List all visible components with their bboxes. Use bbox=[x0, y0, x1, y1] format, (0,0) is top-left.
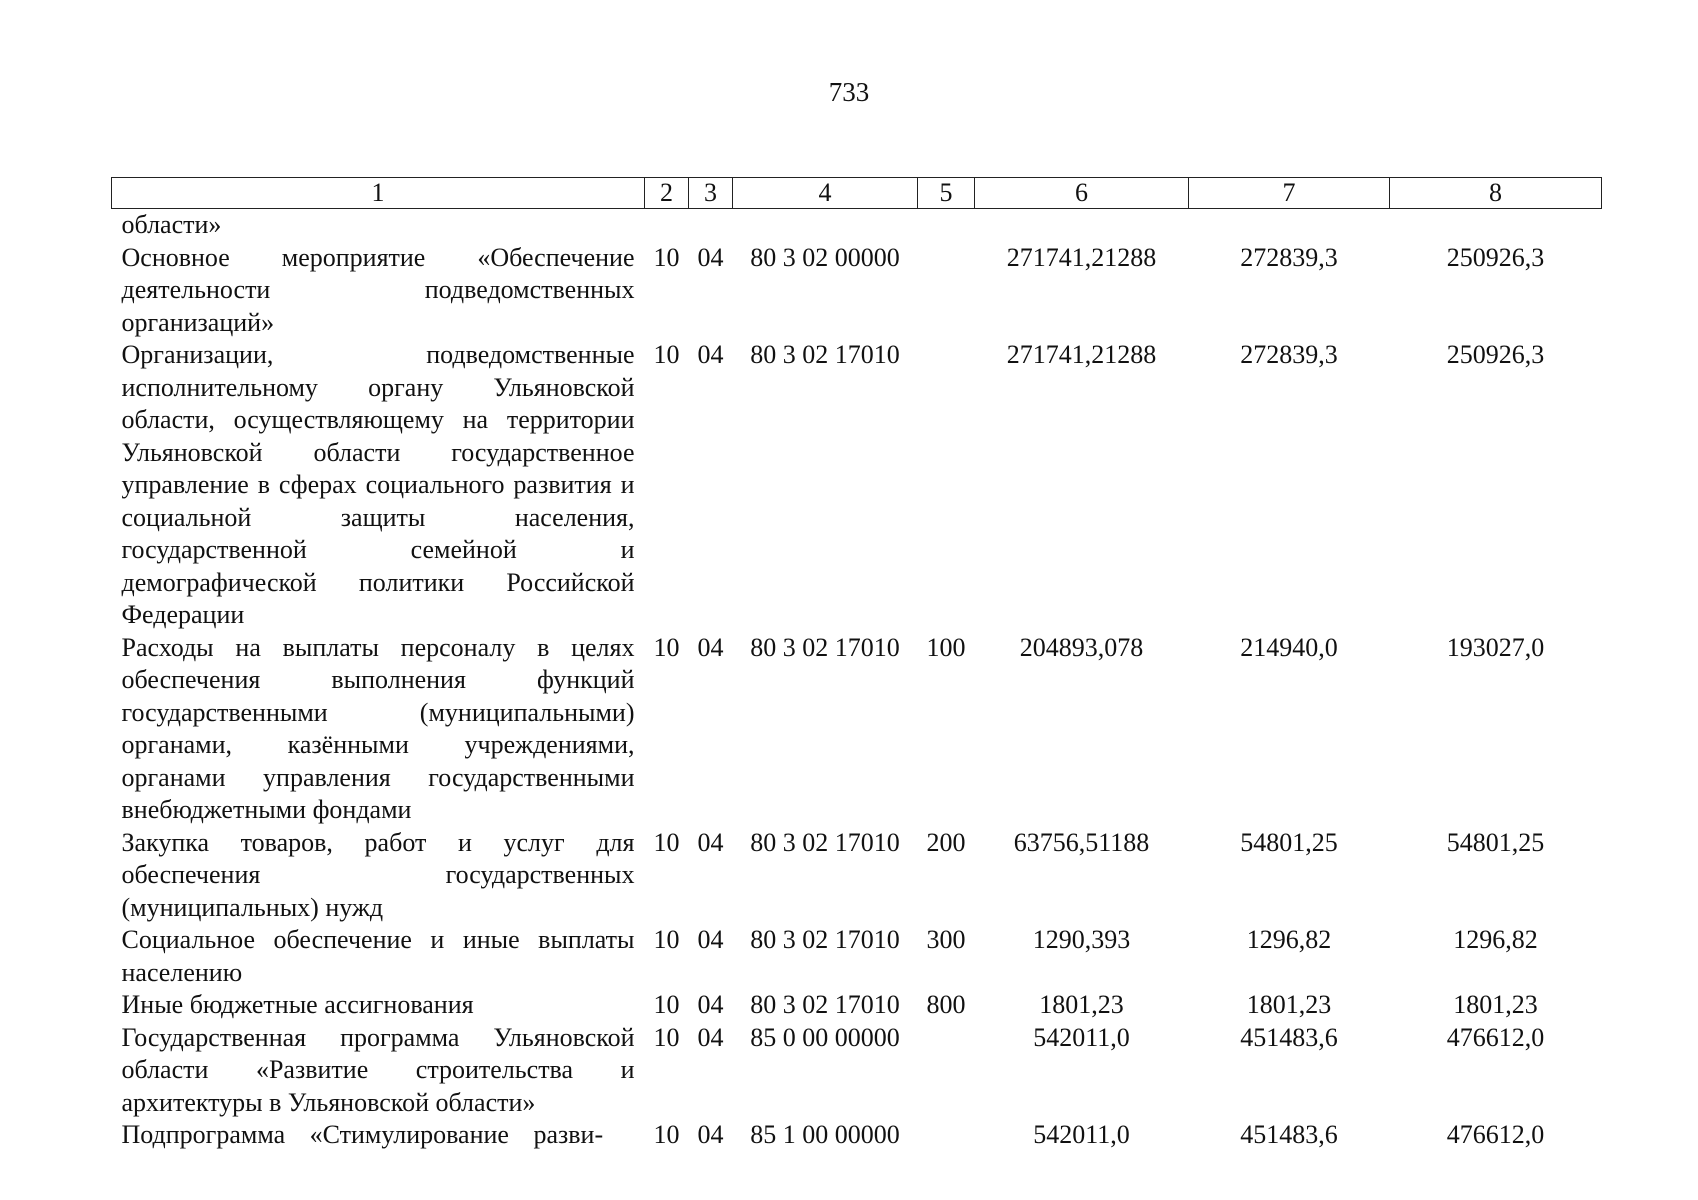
row-subsection: 04 bbox=[697, 925, 724, 954]
row-value-6: 271741,21288 bbox=[1006, 242, 1157, 272]
row-value-6: 204893,078 bbox=[1019, 632, 1144, 662]
row-subsection: 04 bbox=[697, 632, 724, 662]
row-value-7: 451483,6 bbox=[1240, 1120, 1338, 1149]
row-subsection: 04 bbox=[697, 242, 724, 272]
table-row bbox=[112, 242, 1602, 340]
row-value-6: 63756,51188 bbox=[1013, 827, 1150, 857]
row-name: Закупка товаров, работ и услуг для обеспечения государственных (муниципальных) нужд bbox=[121, 827, 635, 922]
row-target-article: 80 3 02 17010 bbox=[750, 827, 900, 857]
header-row bbox=[112, 178, 1602, 209]
row-section bbox=[645, 209, 689, 242]
header-col-6: 6 bbox=[975, 178, 1189, 209]
row-value-8: 1801,23 bbox=[1453, 990, 1538, 1019]
row-value-7: 1801,23 bbox=[1246, 990, 1332, 1019]
header-col-5: 5 bbox=[918, 178, 975, 209]
row-value-8: 54801,25 bbox=[1446, 827, 1545, 857]
header-col-4: 4 bbox=[733, 178, 918, 209]
row-value-8: 1296,82 bbox=[1453, 925, 1538, 954]
row-section: 10 bbox=[653, 242, 680, 272]
row-expense-type bbox=[918, 209, 975, 242]
row-expense-type: 100 bbox=[926, 632, 966, 662]
header-col-7: 7 bbox=[1189, 178, 1390, 209]
table-body bbox=[112, 209, 1602, 1152]
row-target-article: 80 3 02 00000 bbox=[750, 242, 900, 272]
row-value-8: 250926,3 bbox=[1446, 242, 1545, 272]
table-row bbox=[112, 1022, 1602, 1120]
table-header bbox=[112, 178, 1602, 209]
row-value-7: 1296,82 bbox=[1246, 925, 1332, 954]
header-col-3: 3 bbox=[689, 178, 733, 209]
table-row bbox=[112, 989, 1602, 1022]
row-target-article: 80 3 02 17010 bbox=[750, 340, 900, 369]
row-value-6: 271741,21288 bbox=[1006, 340, 1157, 369]
table-row bbox=[112, 827, 1602, 925]
row-name: Иные бюджетные ассигнования bbox=[121, 990, 474, 1019]
table-row bbox=[112, 924, 1602, 989]
row-value-7: 272839,3 bbox=[1240, 340, 1338, 369]
table-row bbox=[112, 1119, 1602, 1152]
row-value-8: 476612,0 bbox=[1446, 1022, 1545, 1052]
row-subsection: 04 bbox=[697, 340, 724, 369]
row-value-7 bbox=[1189, 209, 1390, 242]
row-value-8: 250926,3 bbox=[1446, 340, 1545, 369]
table-row bbox=[112, 632, 1602, 827]
row-target-article: 80 3 02 17010 bbox=[750, 990, 900, 1019]
row-expense-type: 200 bbox=[926, 827, 966, 857]
row-subsection: 04 bbox=[697, 1022, 724, 1052]
row-name: Основное мероприятие «Обеспечение деятельности подведомственных организаций» bbox=[121, 242, 635, 337]
header-col-8: 8 bbox=[1390, 178, 1602, 209]
row-value-6: 1801,23 bbox=[1039, 990, 1124, 1019]
budget-table bbox=[111, 177, 1602, 1152]
row-subsection: 04 bbox=[697, 1120, 724, 1149]
page-number: 733 bbox=[828, 77, 870, 107]
row-target-article bbox=[733, 209, 918, 242]
row-expense-type: 300 bbox=[926, 925, 966, 954]
row-target-article: 85 1 00 00000 bbox=[750, 1120, 900, 1149]
header-col-1: 1 bbox=[112, 178, 645, 209]
row-value-7: 451483,6 bbox=[1240, 1022, 1338, 1052]
row-section: 10 bbox=[653, 925, 680, 954]
row-value-6: 1290,393 bbox=[1032, 925, 1131, 954]
row-name: Социальное обеспечение и иные выплаты населению bbox=[121, 925, 635, 987]
row-value-8: 476612,0 bbox=[1446, 1120, 1545, 1149]
row-target-article: 85 0 00 00000 bbox=[750, 1022, 900, 1052]
row-name: Подпрограмма «Стимулирование разви- bbox=[121, 1120, 604, 1149]
row-target-article: 80 3 02 17010 bbox=[750, 925, 900, 954]
row-name: Государственная программа Ульяновской области «Развитие строительства и архитектуры в Ульяновской области» bbox=[121, 1022, 635, 1117]
row-name: Расходы на выплаты персоналу в целях обеспечения выполнения функций государственными (муниципальными) органами, казёнными учреждениями, органами управления государственными внебюджетными фондами bbox=[121, 632, 635, 824]
row-value-6: 542011,0 bbox=[1033, 1120, 1130, 1149]
row-value-6 bbox=[975, 209, 1189, 242]
row-value-8: 193027,0 bbox=[1446, 632, 1545, 662]
row-name: Организации, подведомственные исполнительному органу Ульяновской области, осуществляющему на территории Ульяновской области государственное управление в сферах социального развития и социальной защиты населения, государственной семейной и демографической политики Российской Федерации bbox=[121, 340, 635, 629]
row-name: области» bbox=[121, 210, 222, 239]
row-value-7: 272839,3 bbox=[1240, 242, 1338, 272]
row-subsection bbox=[689, 209, 733, 242]
row-subsection: 04 bbox=[697, 990, 724, 1019]
row-section: 10 bbox=[653, 1120, 680, 1149]
table-row bbox=[112, 209, 1602, 242]
row-value-8 bbox=[1390, 209, 1602, 242]
row-value-7: 214940,0 bbox=[1240, 632, 1338, 662]
table-row bbox=[112, 339, 1602, 632]
row-subsection: 04 bbox=[697, 827, 724, 857]
header-col-2: 2 bbox=[645, 178, 689, 209]
row-section: 10 bbox=[653, 827, 680, 857]
row-section: 10 bbox=[653, 632, 680, 662]
row-section: 10 bbox=[653, 1022, 680, 1052]
row-expense-type bbox=[918, 1022, 975, 1120]
row-section: 10 bbox=[653, 340, 680, 369]
row-value-7: 54801,25 bbox=[1240, 827, 1338, 857]
row-expense-type bbox=[918, 242, 975, 340]
row-target-article: 80 3 02 17010 bbox=[750, 632, 900, 662]
row-value-6: 542011,0 bbox=[1033, 1022, 1130, 1052]
row-expense-type bbox=[918, 1119, 975, 1152]
row-section: 10 bbox=[653, 990, 680, 1019]
row-expense-type bbox=[918, 339, 975, 632]
row-expense-type: 800 bbox=[926, 990, 966, 1019]
